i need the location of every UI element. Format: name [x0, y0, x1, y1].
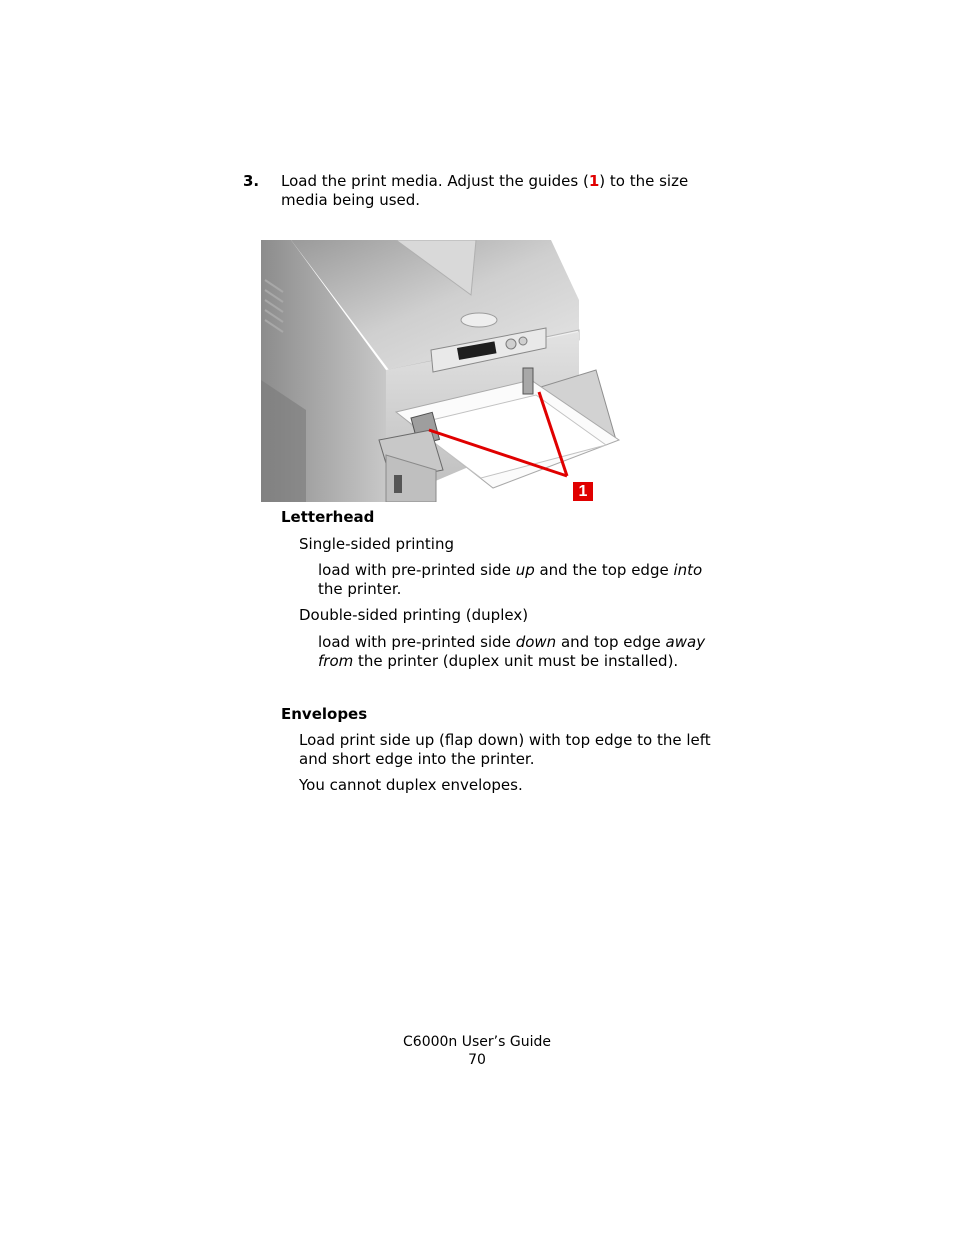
callout-badge-label: 1: [578, 483, 588, 500]
page-footer: [377, 1033, 577, 1069]
double-desc-down: down: [515, 633, 557, 651]
step-text-line2: media being used.: [281, 191, 421, 209]
envelopes-heading: Envelopes: [281, 705, 368, 723]
single-desc-line2: the printer.: [318, 580, 402, 598]
envelopes-line1: Load print side up (flap down) with top edge to the left: [299, 731, 711, 749]
single-sided-label: Single-sided printing: [299, 535, 454, 553]
step-instruction: [281, 172, 741, 210]
callout-reference: 1: [588, 172, 600, 190]
printer-drawing: [261, 240, 621, 502]
single-desc-into: into: [673, 561, 703, 579]
letterhead-heading: Letterhead: [281, 508, 375, 526]
single-desc-part2: and the top edge: [534, 561, 674, 579]
double-sided-label: Double-sided printing (duplex): [299, 606, 529, 624]
step-text-part1: Load the print media. Adjust the guides (: [281, 172, 589, 190]
printer-illustration: [261, 240, 621, 502]
footer-page-number: 70: [468, 1052, 486, 1068]
single-sided-description: [318, 561, 738, 599]
footer-guide-title: C6000n User’s Guide: [403, 1034, 551, 1050]
step-text-part2: ) to the size: [599, 172, 689, 190]
single-desc-up: up: [515, 561, 535, 579]
double-desc-line2: the printer (duplex unit must be installed).: [353, 652, 679, 670]
double-desc-from: from: [318, 652, 354, 670]
double-sided-description: [318, 633, 738, 671]
step-number: 3.: [243, 172, 260, 190]
envelopes-line2: and short edge into the printer.: [299, 750, 535, 768]
envelopes-description: [299, 731, 739, 769]
double-desc-part1: load with pre-printed side: [318, 633, 516, 651]
single-desc-part1: load with pre-printed side: [318, 561, 516, 579]
double-desc-away: away: [665, 633, 706, 651]
double-desc-part2: and top edge: [556, 633, 666, 651]
envelopes-no-duplex: You cannot duplex envelopes.: [299, 776, 523, 794]
